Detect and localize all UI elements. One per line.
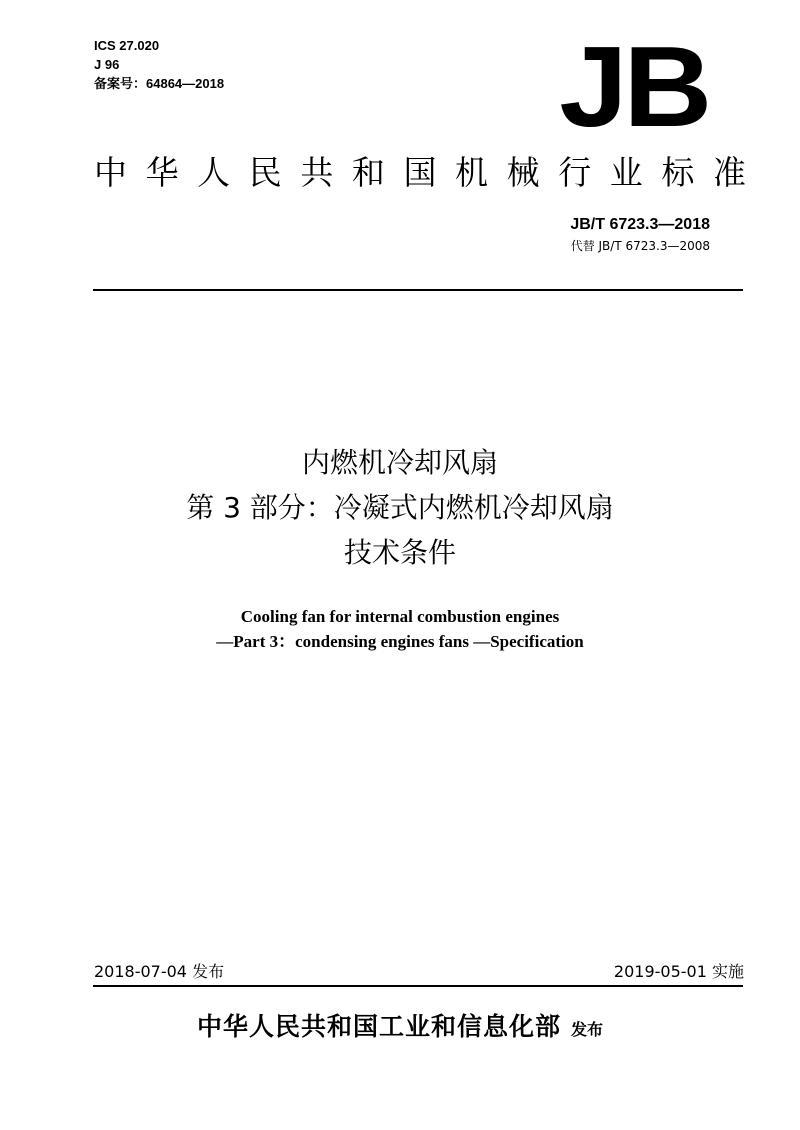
- header-divider: [93, 289, 743, 291]
- industry-title-char: 准: [712, 153, 746, 192]
- industry-title-char: 械: [506, 153, 540, 192]
- industry-title-char: 行: [558, 153, 592, 192]
- replaces-standard: 代替 JB/T 6723.3—2008: [570, 239, 710, 253]
- industry-title-char: 业: [609, 153, 643, 192]
- issuer-suffix: 发布: [571, 1020, 604, 1039]
- title-en-line2: —Part 3：condensing engines fans —Specification: [216, 632, 584, 651]
- filing-number: 备案号：64864—2018: [94, 76, 225, 91]
- title-en-line1: Cooling fan for internal combustion engines: [240, 607, 560, 626]
- industry-title-char: 和: [351, 153, 385, 192]
- ics-code: ICS 27.020: [94, 38, 160, 53]
- industry-title-char: 机: [455, 153, 489, 192]
- issue-date: 2018-07-04 发布: [94, 962, 225, 981]
- issuer-block: [60, 1008, 740, 1049]
- implementation-date: 2019-05-01 实施: [613, 962, 744, 981]
- title-cn-line3: 技术条件: [343, 536, 456, 569]
- title-cn-line1: 内燃机冷却风扇: [301, 446, 498, 479]
- standard-number: JB/T 6723.3—2018: [570, 216, 710, 233]
- industry-title-char: 人: [197, 153, 231, 192]
- industry-title-char: 标: [661, 153, 695, 192]
- industry-title-char: 中: [94, 153, 127, 192]
- industry-title-char: 国: [403, 153, 437, 192]
- classification-code: J 96: [94, 57, 120, 72]
- industry-title-char: 华: [145, 153, 179, 192]
- footer-divider: [93, 985, 743, 987]
- industry-title-char: 民: [248, 153, 282, 192]
- title-cn-line2: 第 3 部分：冷凝式内燃机冷却风扇: [186, 491, 614, 524]
- industry-standard-title: [94, 153, 746, 193]
- industry-title-char: 共: [300, 153, 334, 192]
- jb-logo: JB: [559, 24, 708, 151]
- issuer-name: 中华人民共和国工业和信息化部: [196, 1012, 561, 1041]
